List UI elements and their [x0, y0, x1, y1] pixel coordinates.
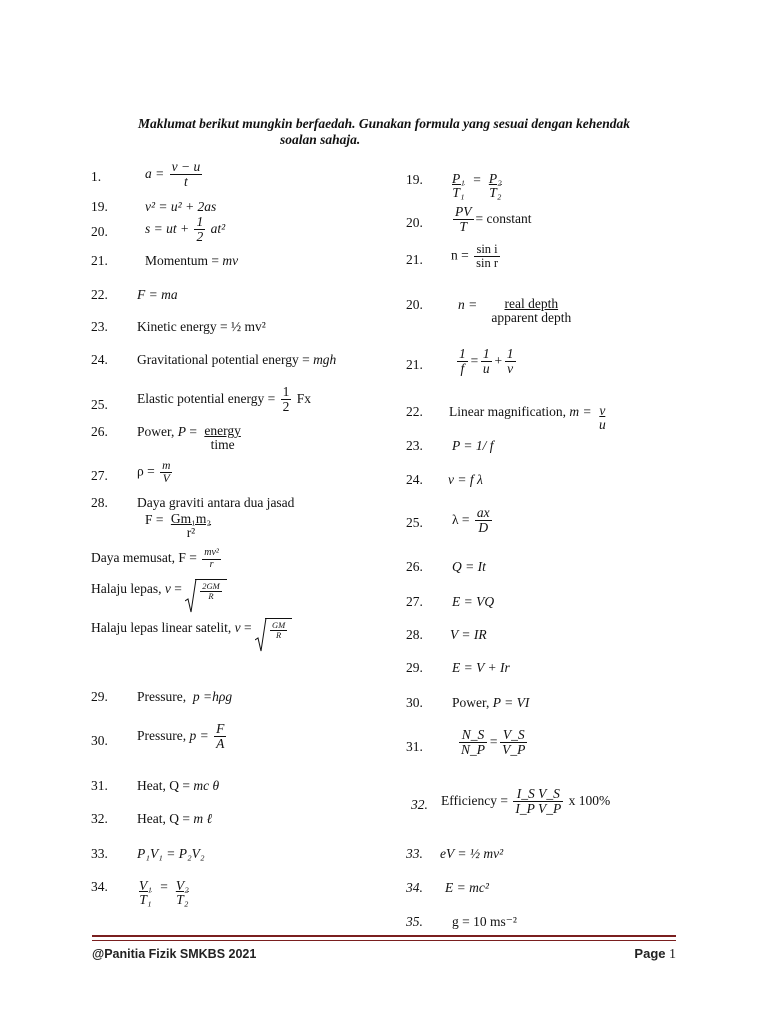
right-formula-24: v = f λ	[448, 472, 483, 487]
formula-halaju-lepas: Halaju lepas, v = $\frac{2GM}{R}$	[91, 579, 227, 601]
left-formula-26: Power, P = $\frac{\text{energy}}{\text{time}}$	[137, 423, 241, 453]
left-num-24: 24.	[91, 352, 108, 367]
left-formula-20: s = ut + $\frac{1}{2}$ at²	[145, 214, 226, 245]
footer-credit: @Panitia Fizik SMKBS 2021	[92, 947, 257, 961]
left-formula-30: Pressure, p = $\frac{F}{A}$	[137, 721, 225, 752]
left-num-26: 26.	[91, 424, 108, 439]
right-num-21b: 21.	[406, 357, 423, 372]
formula-halaju-satelit: Halaju lepas linear satelit, v = $\frac{GM}{R}$	[91, 618, 292, 640]
right-formula-35: g = 10 ms⁻²	[452, 914, 517, 929]
right-formula-26: Q = It	[452, 559, 486, 574]
right-num-19: 19.	[406, 172, 423, 187]
left-formula-28-desc: Daya graviti antara dua jasad	[137, 495, 295, 510]
left-formula-27: ρ = $\frac{m}{V}$	[137, 460, 171, 486]
right-num-20b: 20.	[406, 297, 423, 312]
left-num-30: 30.	[91, 733, 108, 748]
square-root-icon: $\frac{2GM}{R}$	[185, 579, 226, 601]
right-formula-29: E = V + Ir	[452, 660, 510, 675]
right-num-32: 32.	[411, 797, 428, 812]
right-formula-20b: n = $\frac{\text{real depth}}{\text{apparent depth}}$	[458, 296, 572, 326]
left-formula-28: F = $\frac{\text{Gm₁m₂}}{\text{r²}}$	[145, 511, 212, 541]
right-num-33: 33.	[406, 846, 423, 861]
right-num-22: 22.	[406, 404, 423, 419]
right-num-21: 21.	[406, 252, 423, 267]
right-formula-33: eV = ½ mv²	[440, 846, 504, 861]
left-formula-32: Heat, Q = m ℓ	[137, 811, 213, 826]
formula-daya-memusat: Daya memusat, F = $\frac{\text{mv²}}{r}$	[91, 547, 219, 570]
square-root-icon: $\frac{GM}{R}$	[255, 618, 292, 640]
right-num-35: 35.	[406, 914, 423, 929]
right-formula-34: E = mc²	[445, 880, 489, 895]
left-num-33: 33.	[91, 846, 108, 861]
left-formula-1: a = $\frac{v - u}{t}$	[145, 159, 201, 190]
left-formula-24: Gravitational potential energy = mgh	[137, 352, 337, 367]
right-num-23: 23.	[406, 438, 423, 453]
right-num-34: 34.	[406, 880, 423, 895]
fraction: $\frac{v - u}{t}$	[171, 159, 201, 190]
footer-rule-thin	[92, 940, 676, 941]
left-formula-34: $\frac{\text{V₁}}{\text{T₁}}$ = $\frac{\text{V₂}}{\text{T₂}}$	[139, 878, 189, 908]
left-num-22: 22.	[91, 287, 108, 302]
left-formula-23: Kinetic energy = ½ mv²	[137, 319, 266, 334]
right-num-24: 24.	[406, 472, 423, 487]
left-formula-22: F = ma	[137, 287, 178, 302]
left-num-31: 31.	[91, 778, 108, 793]
right-formula-30: Power, P = VI	[452, 695, 530, 710]
right-num-31: 31.	[406, 739, 423, 754]
right-formula-23: P = 1/ f	[452, 438, 494, 453]
right-num-29: 29.	[406, 660, 423, 675]
left-num-34: 34.	[91, 879, 108, 894]
left-num-1: 1.	[91, 169, 102, 184]
left-num-29: 29.	[91, 689, 108, 704]
right-formula-21: n = $\frac{\text{sin i}}{\text{sin r}}$	[451, 242, 498, 271]
right-formula-22: Linear magnification, m = $\frac{v}{u}$	[449, 403, 606, 433]
left-num-25: 25.	[91, 397, 108, 412]
left-num-19: 19.	[91, 199, 108, 214]
right-formula-31: $\frac{N\_S}{N\_P}$ = $\frac{V\_S}{V\_P}$	[461, 727, 526, 758]
left-formula-25: Elastic potential energy = $\frac{1}{2}$ Fx	[137, 384, 311, 415]
right-formula-28: V = IR	[450, 627, 487, 642]
right-formula-32: Efficiency = $\frac{\text{I\_S V\_S}}{\text{I\_P V\_P}}$ x 100%	[441, 786, 611, 817]
right-num-25: 25.	[406, 515, 423, 530]
right-num-26: 26.	[406, 559, 423, 574]
right-num-28: 28.	[406, 627, 423, 642]
left-formula-33: P₁V₁ = P₂V₂	[137, 846, 205, 861]
right-formula-25: λ = $\frac{ax}{D}$	[452, 505, 490, 536]
left-num-23: 23.	[91, 319, 108, 334]
left-num-27: 27.	[91, 468, 108, 483]
left-formula-21: Momentum = mv	[145, 253, 239, 268]
left-formula-31: Heat, Q = mc θ	[137, 778, 220, 793]
right-num-27: 27.	[406, 594, 423, 609]
page-number: Page 1	[634, 946, 676, 962]
right-formula-20: $\frac{PV}{T}$ = constant	[455, 204, 532, 235]
header-line-2: soalan sahaja.	[280, 132, 361, 147]
left-formula-19: v² = u² + 2as	[145, 199, 217, 214]
right-formula-27: E = VQ	[452, 594, 495, 609]
header-line-1: Maklumat berikut mungkin berfaedah. Gunakan formula yang sesuai dengan kehendak	[137, 116, 631, 131]
left-formula-29: Pressure, p =hρg	[137, 689, 233, 704]
left-num-32: 32.	[91, 811, 108, 826]
right-formula-21b: $\frac{1}{f}$ = $\frac{1}{u}$ + $\frac{1}{v}$	[459, 346, 514, 377]
right-formula-19: $\frac{\text{P₁}}{\text{T₁}}$ = $\frac{\text{P₂}}{\text{T₂}}$	[452, 171, 502, 201]
left-num-21: 21.	[91, 253, 108, 268]
right-num-20: 20.	[406, 215, 423, 230]
left-num-28: 28.	[91, 495, 108, 510]
footer-rule	[92, 935, 676, 937]
right-num-30: 30.	[406, 695, 423, 710]
left-num-20: 20.	[91, 224, 108, 239]
